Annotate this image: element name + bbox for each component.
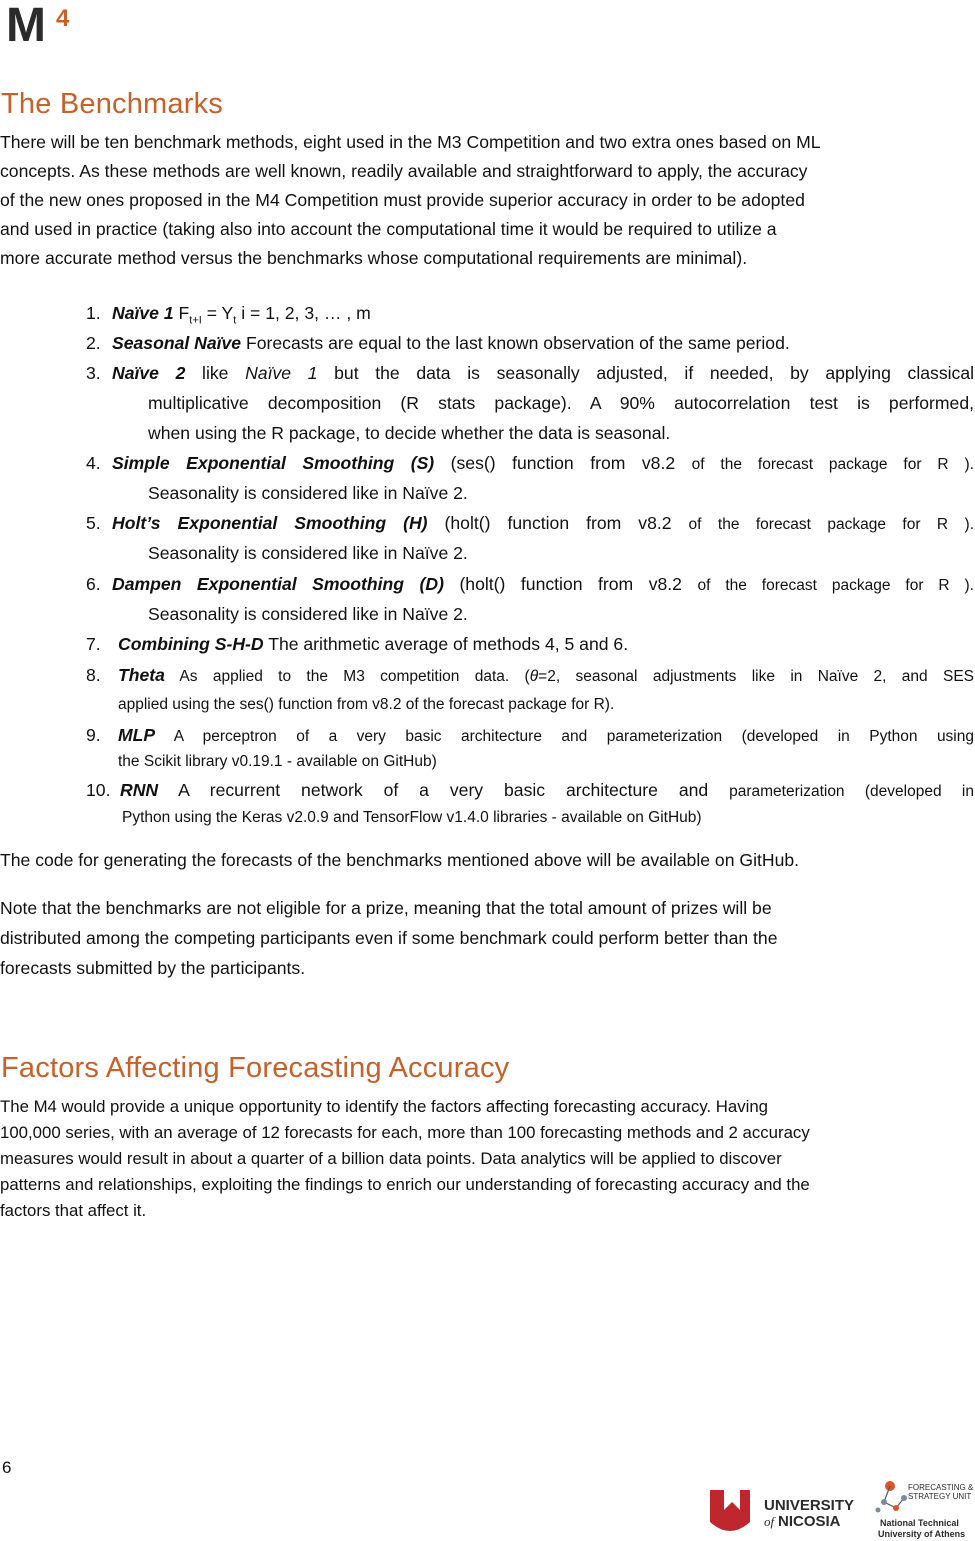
intro-line: concepts. As these methods are well known, readily available and straightforward to apply, the accuracy: [0, 161, 808, 181]
list-continuation: Seasonality is considered like in Naïve 2.: [148, 543, 468, 563]
list-continuation: Seasonality is considered like in Naïve 2.: [148, 483, 468, 503]
method-name: Theta: [118, 665, 165, 685]
fsu-line2: STRATEGY UNIT: [908, 1492, 972, 1501]
list-number: 4.: [86, 453, 101, 473]
factors-line: The M4 would provide a unique opportunity to identify the factors affecting forecasting accuracy. Having: [0, 1097, 769, 1116]
factors-line: factors that affect it.: [0, 1201, 147, 1220]
method-reference: Naïve 1: [245, 363, 318, 383]
list-body: [118, 660, 974, 692]
unic-of: of: [764, 1514, 775, 1529]
list-continuation: the Scikit library v0.19.1 - available on GitHub): [118, 753, 437, 770]
list-continuation: Python using the Keras v2.0.9 and TensorFlow v1.4.0 libraries - available on GitHub): [122, 809, 702, 826]
university-of-nicosia-logo: [710, 1490, 854, 1531]
list-continuation: multiplicative decomposition (R stats package). A 90% autocorrelation test is performed,: [148, 393, 974, 413]
factors-line: measures would result in about a quarter of a billion data points. Data analytics will be applied to discover: [0, 1149, 782, 1168]
method-description: A recurrent network of a very basic architecture and: [158, 780, 730, 800]
prize-line: forecasts submitted by the participants.: [0, 958, 306, 978]
method-description: As applied to the M3 competition data. (: [164, 668, 530, 685]
factors-line: 100,000 series, with an average of 12 forecasts for each, more than 100 forecasting methods and 2 accuracy: [0, 1123, 810, 1142]
formula-sub: t+I: [189, 314, 202, 327]
method-description: like: [185, 363, 246, 383]
list-number: 1.: [86, 303, 101, 323]
list-continuation: applied using the ses() function from v8.2 of the forecast package for R).: [118, 696, 615, 713]
list-number: 7.: [86, 634, 101, 654]
list-body: [112, 448, 974, 480]
list-number: 10.: [86, 780, 111, 800]
formula-part: F: [178, 303, 190, 323]
prize-line: Note that the benchmarks are not eligible for a prize, meaning that the total amount of prizes will be: [0, 898, 772, 918]
fsu-ntua-logo: [876, 1481, 975, 1539]
method-description: of the forecast package for R ).: [688, 516, 974, 533]
unic-name-line1: UNIVERSITY: [764, 1497, 855, 1514]
formula-sub: t: [233, 314, 237, 327]
unic-shield-icon: [710, 1490, 750, 1531]
method-description: of the forecast package for R ).: [697, 577, 974, 594]
fsu-line1: FORECASTING &: [908, 1483, 974, 1492]
m4-logo-superscript: 4: [56, 5, 70, 32]
formula-part: i = 1, 2, 3, … , m: [236, 303, 371, 323]
list-number: 6.: [86, 574, 101, 594]
method-description: (ses() function from v8.2: [434, 453, 692, 473]
method-description: (holt() function from v8.2: [427, 513, 689, 533]
m4-logo: [6, 4, 82, 44]
method-name: Combining S-H-D: [118, 634, 264, 654]
method-name: MLP: [118, 725, 156, 745]
list-number: 9.: [86, 725, 101, 745]
page-number: 6: [2, 1458, 12, 1477]
prize-line: distributed among the competing participants even if some benchmark could perform better than the: [0, 928, 778, 948]
ntua-line2: University of Athens: [878, 1529, 966, 1539]
m4-logo-letter: M: [6, 4, 46, 44]
list-body: [112, 569, 974, 601]
list-number: 5.: [86, 513, 101, 533]
method-name: Dampen Exponential Smoothing (D): [112, 574, 444, 594]
method-name: Holt’s Exponential Smoothing (H): [112, 513, 428, 533]
intro-line: and used in practice (taking also into account the computational time it would be required to utilize a: [0, 219, 777, 239]
method-description: A perceptron of a very basic architecture and parameterization (developed in Python using: [155, 728, 974, 745]
list-body: [112, 358, 974, 388]
method-description: Forecasts are equal to the last known observation of the same period.: [241, 333, 790, 353]
intro-line: more accurate method versus the benchmarks whose computational requirements are minimal).: [0, 248, 748, 268]
method-description: The arithmetic average of methods 4, 5 and 6.: [263, 634, 629, 654]
list-continuation: when using the R package, to decide whether the data is seasonal.: [148, 423, 671, 443]
method-name: Naïve 2: [112, 363, 186, 383]
factors-heading: Factors Affecting Forecasting Accuracy: [1, 1052, 510, 1084]
intro-line: of the new ones proposed in the M4 Competition must provide superior accuracy in order to be adopted: [0, 190, 805, 210]
benchmarks-heading: The Benchmarks: [1, 88, 223, 120]
list-number: 2.: [86, 333, 101, 353]
factors-line: patterns and relationships, exploiting the findings to enrich our understanding of forecasting accuracy and the: [0, 1175, 810, 1194]
method-description: (holt() function from v8.2: [443, 574, 698, 594]
formula-part: = Y: [201, 303, 234, 323]
method-description: but the data is seasonally adjusted, if needed, by applying classical: [317, 363, 975, 383]
method-description: =2, seasonal adjustments like in Naïve 2, and SES: [538, 668, 974, 685]
ntua-line1: National Technical: [880, 1518, 959, 1528]
list-body: [118, 629, 628, 659]
list-continuation: Seasonality is considered like in Naïve 2.: [148, 604, 468, 624]
intro-line: There will be ten benchmark methods, eight used in the M3 Competition and two extra ones based on ML: [0, 132, 821, 152]
method-description: of the forecast package for R ).: [691, 456, 974, 473]
list-body: [112, 508, 974, 540]
theta-symbol: θ: [529, 668, 539, 685]
list-body: [112, 328, 790, 358]
list-number: 8.: [86, 665, 101, 685]
partner-logos: [706, 1476, 975, 1540]
code-note: The code for generating the forecasts of the benchmarks mentioned above will be available on GitHub.: [0, 850, 800, 870]
method-name: Seasonal Naïve: [112, 333, 242, 353]
method-name: Simple Exponential Smoothing (S): [112, 453, 435, 473]
unic-name-line2: NICOSIA: [778, 1513, 841, 1530]
method-description: parameterization (developed in: [729, 783, 974, 800]
list-number: 3.: [86, 363, 101, 383]
method-name: Naïve 1: [112, 303, 174, 323]
method-name: RNN: [120, 780, 159, 800]
